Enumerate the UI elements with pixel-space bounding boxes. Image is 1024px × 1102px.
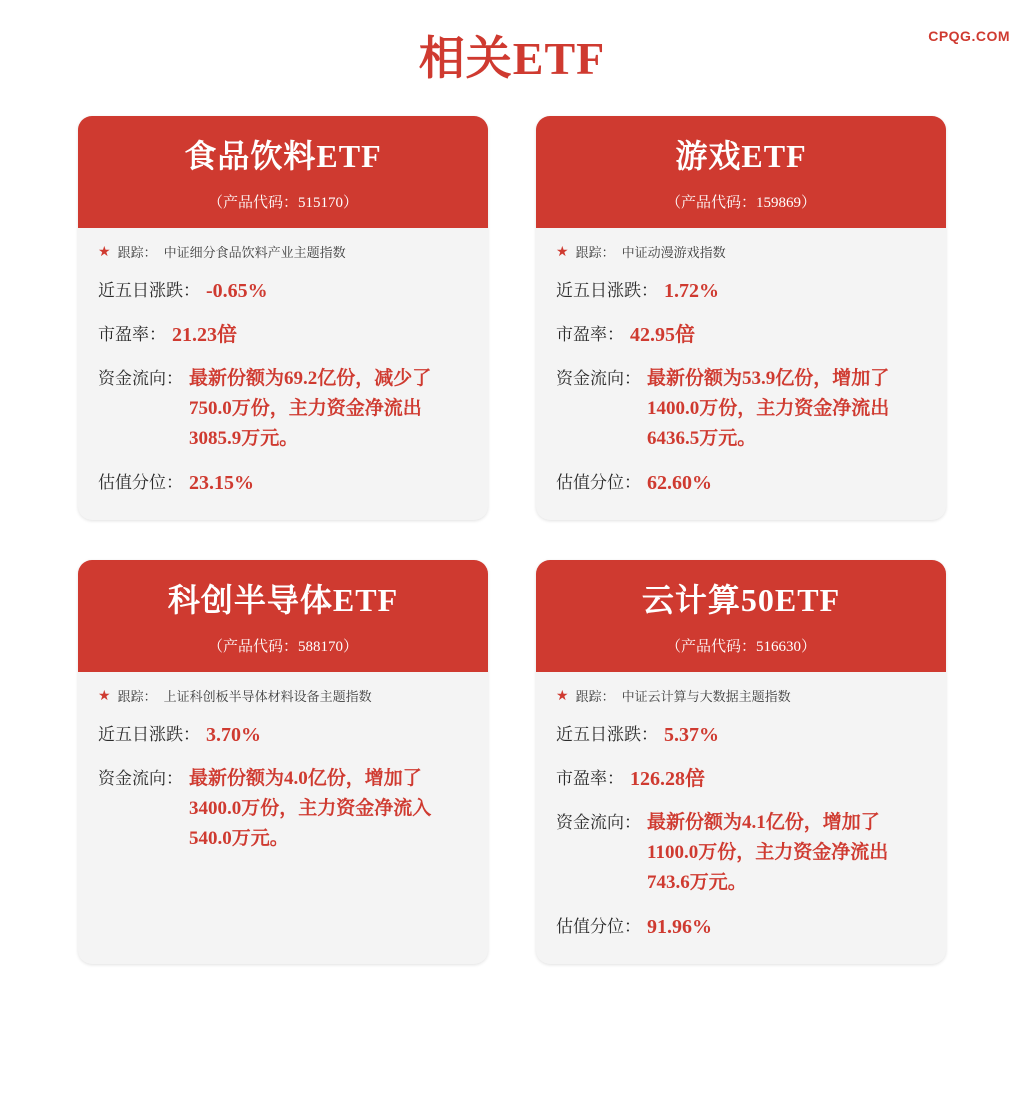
metric-label: 近五日涨跌： xyxy=(98,724,200,744)
etf-track-row xyxy=(98,688,468,706)
etf-card-header xyxy=(78,560,488,672)
etf-code: （产品代码：588170） xyxy=(207,638,358,655)
etf-code: （产品代码：159869） xyxy=(665,194,816,211)
star-icon: ★ xyxy=(556,688,569,704)
metric-label: 市盈率： xyxy=(556,768,624,788)
metric-five-day-change xyxy=(98,720,468,750)
metric-label: 资金流向： xyxy=(556,368,641,388)
metric-value: 62.60% xyxy=(647,471,712,494)
etf-card-header xyxy=(536,116,946,228)
metric-valuation-percentile xyxy=(556,912,926,942)
metric-value: 21.23倍 xyxy=(172,323,237,346)
metric-label: 估值分位： xyxy=(556,472,641,492)
metric-value: 42.95倍 xyxy=(630,323,695,346)
etf-code: （产品代码：516630） xyxy=(665,638,816,655)
metric-fund-flow xyxy=(556,808,926,898)
metric-value: 91.96% xyxy=(647,915,712,938)
metric-value: 126.28倍 xyxy=(630,767,705,790)
metric-fund-flow xyxy=(98,764,468,854)
etf-card[interactable] xyxy=(78,116,488,520)
metric-valuation-percentile xyxy=(98,468,468,498)
metric-five-day-change xyxy=(556,720,926,750)
etf-card-header xyxy=(536,560,946,672)
etf-card[interactable] xyxy=(536,116,946,520)
etf-name: 科创半导体ETF xyxy=(167,581,399,618)
etf-track-value: 上证科创板半导体材料设备主题指数 xyxy=(163,688,372,704)
etf-track-row xyxy=(556,244,926,262)
metric-five-day-change xyxy=(556,276,926,306)
metric-label: 近五日涨跌： xyxy=(556,280,658,300)
site-watermark: CPQG.COM xyxy=(928,28,1010,44)
etf-card-body xyxy=(78,672,488,964)
etf-name: 食品饮料ETF xyxy=(184,138,382,174)
etf-card-body xyxy=(536,672,946,964)
metric-label: 估值分位： xyxy=(556,916,641,936)
metric-label: 资金流向： xyxy=(98,768,183,788)
etf-card[interactable] xyxy=(78,560,488,964)
etf-track-label: 跟踪： xyxy=(575,688,615,704)
metric-fund-flow xyxy=(556,364,926,454)
etf-track-value: 中证动漫游戏指数 xyxy=(621,244,726,260)
metric-label: 资金流向： xyxy=(98,368,183,388)
metric-value: 最新份额为69.2亿份，减少了750.0万份，主力资金净流出3085.9万元。 xyxy=(189,367,432,449)
etf-card-body xyxy=(536,228,946,520)
page-title: 相关ETF xyxy=(418,33,606,84)
etf-name: 游戏ETF xyxy=(675,138,807,174)
metric-value: 1.72% xyxy=(664,279,719,302)
metric-value: 最新份额为4.1亿份，增加了1100.0万份，主力资金净流出743.6万元。 xyxy=(647,811,889,893)
metric-pe-ratio xyxy=(98,320,468,350)
etf-track-label: 跟踪： xyxy=(117,688,157,704)
etf-track-label: 跟踪： xyxy=(117,244,157,260)
etf-track-row xyxy=(98,244,468,262)
etf-track-label: 跟踪： xyxy=(575,244,615,260)
metric-pe-ratio xyxy=(556,764,926,794)
metric-fund-flow xyxy=(98,364,468,454)
metric-value: 5.37% xyxy=(664,723,719,746)
etf-card-grid xyxy=(78,116,946,964)
metric-label: 近五日涨跌： xyxy=(556,724,658,744)
star-icon: ★ xyxy=(98,688,111,704)
etf-name: 云计算50ETF xyxy=(641,581,841,618)
metric-label: 市盈率： xyxy=(556,324,624,344)
metric-label: 估值分位： xyxy=(98,472,183,492)
etf-card-body xyxy=(78,228,488,520)
etf-track-row xyxy=(556,688,926,706)
metric-label: 市盈率： xyxy=(98,324,166,344)
etf-card-header xyxy=(78,116,488,228)
etf-track-value: 中证云计算与大数据主题指数 xyxy=(621,688,791,704)
metric-value: 最新份额为4.0亿份，增加了3400.0万份，主力资金净流入540.0万元。 xyxy=(189,767,432,849)
metric-value: 23.15% xyxy=(189,471,254,494)
metric-value: 3.70% xyxy=(206,723,261,746)
metric-label: 资金流向： xyxy=(556,812,641,832)
etf-track-value: 中证细分食品饮料产业主题指数 xyxy=(163,244,346,260)
star-icon: ★ xyxy=(556,244,569,260)
etf-card[interactable] xyxy=(536,560,946,964)
metric-five-day-change xyxy=(98,276,468,306)
etf-code: （产品代码：515170） xyxy=(207,194,358,211)
metric-value: -0.65% xyxy=(206,279,268,302)
metric-pe-ratio xyxy=(556,320,926,350)
metric-value: 最新份额为53.9亿份，增加了1400.0万份，主力资金净流出6436.5万元。 xyxy=(647,367,890,449)
star-icon: ★ xyxy=(98,244,111,260)
metric-label: 近五日涨跌： xyxy=(98,280,200,300)
metric-valuation-percentile xyxy=(556,468,926,498)
